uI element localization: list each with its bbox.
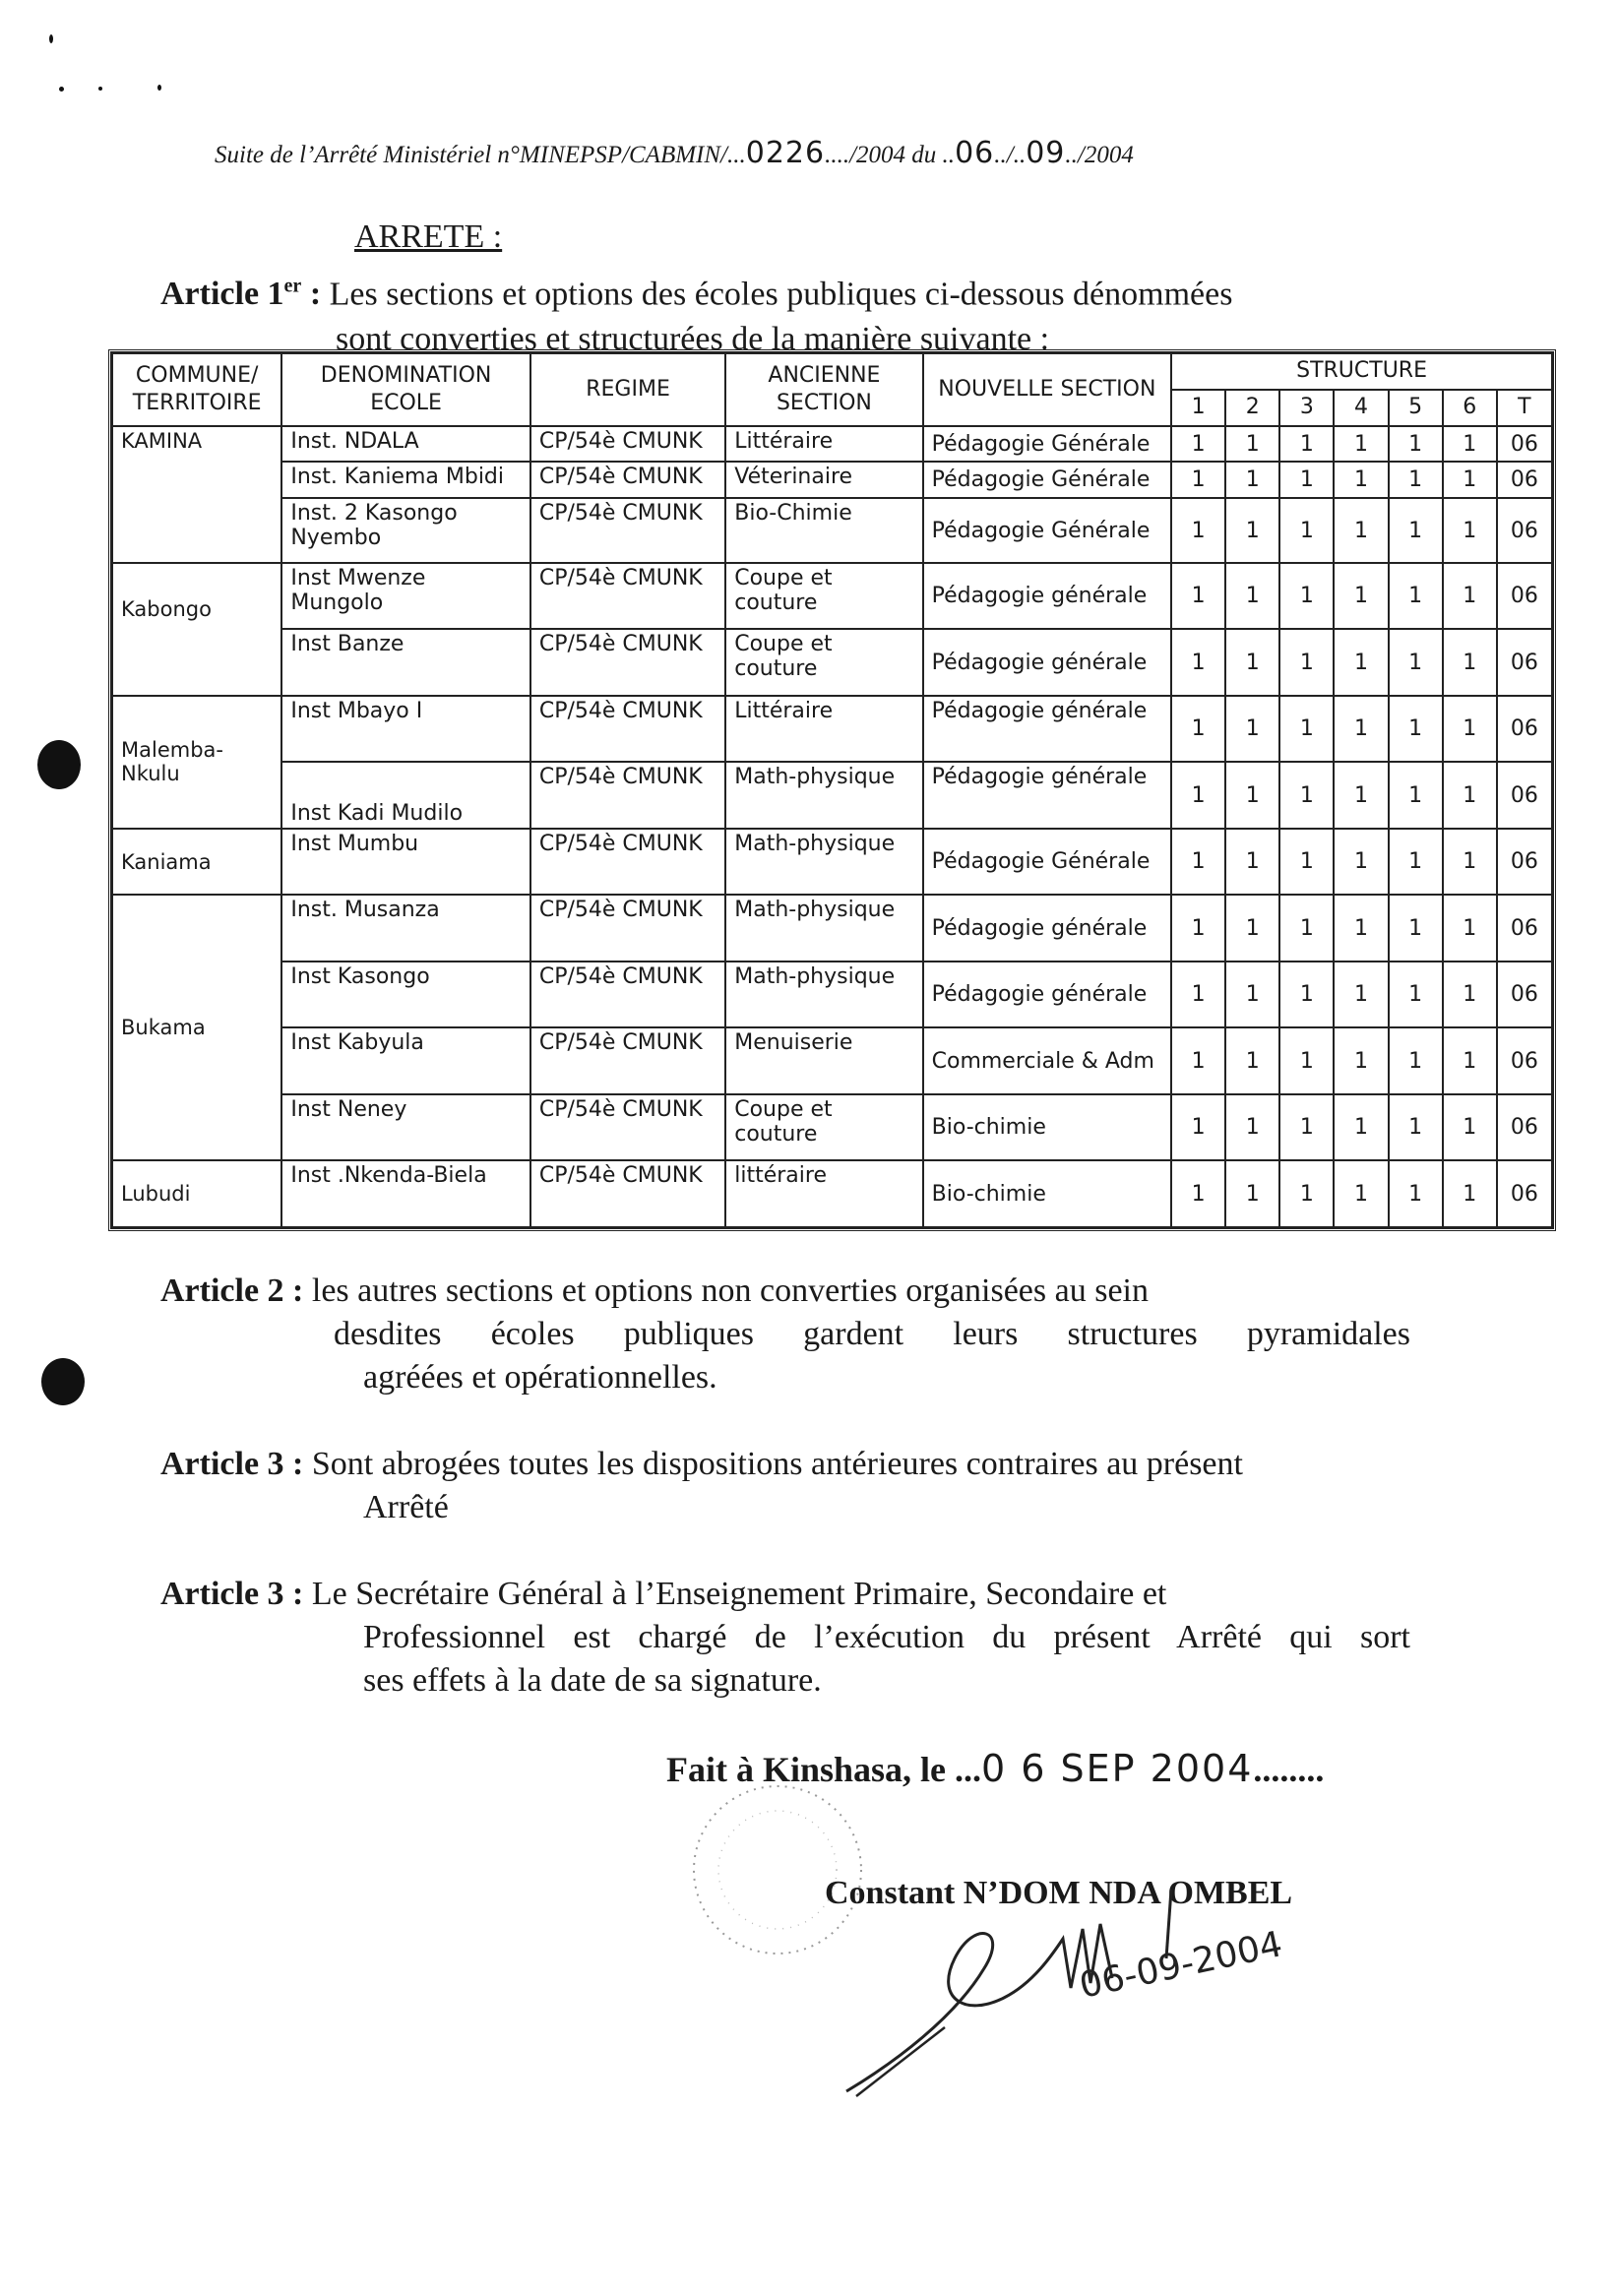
- total-cell: 06: [1497, 426, 1552, 463]
- structure-cell: 1: [1225, 962, 1279, 1028]
- structure-cell: 1: [1443, 563, 1497, 630]
- structure-cell: 1: [1171, 498, 1225, 562]
- punch-hole: [41, 1358, 85, 1405]
- ancienne-cell: Bio-Chimie: [725, 498, 922, 562]
- structure-cell: 1: [1389, 426, 1443, 463]
- structure-cell: 1: [1334, 1094, 1388, 1161]
- fait-suffix: ........: [1253, 1750, 1325, 1789]
- total-cell: 06: [1497, 829, 1552, 896]
- structure-cell: 1: [1171, 563, 1225, 630]
- structure-cell: 1: [1225, 462, 1279, 498]
- structure-cell: 1: [1171, 696, 1225, 763]
- commune-cell: Lubudi: [112, 1160, 281, 1227]
- nouvelle-cell: Pédagogie Générale: [923, 462, 1172, 498]
- article-1-line2: sont converties et structurées de la manière suivante :: [336, 321, 1050, 358]
- scan-speck: [157, 85, 161, 91]
- ancienne-cell: Math-physique: [725, 762, 922, 829]
- table-row: [112, 462, 1552, 498]
- total-cell: 06: [1497, 1027, 1552, 1094]
- structure-cell: 1: [1171, 462, 1225, 498]
- structure-cell: 1: [1389, 563, 1443, 630]
- article-3-abrogation: [160, 1443, 1410, 1529]
- structure-cell: 1: [1171, 1094, 1225, 1161]
- structure-cell: 1: [1225, 762, 1279, 829]
- structure-cell: 1: [1443, 895, 1497, 962]
- structure-cell: 1: [1225, 629, 1279, 696]
- nouvelle-cell: Pédagogie générale: [923, 563, 1172, 630]
- header-month: 09: [1026, 136, 1066, 170]
- regime-cell: CP/54è CMUNK: [530, 962, 725, 1028]
- structure-cell: 1: [1225, 1094, 1279, 1161]
- article-2: [160, 1270, 1410, 1399]
- article-2-line2: desdites écoles publiques gardent leurs structures pyramidales: [334, 1316, 1410, 1352]
- structure-cell: 1: [1225, 895, 1279, 962]
- article-3b-line3: ses effets à la date de sa signature.: [363, 1662, 822, 1699]
- regime-cell: CP/54è CMUNK: [530, 563, 725, 630]
- table-row: [112, 426, 1552, 463]
- regime-cell: CP/54è CMUNK: [530, 1160, 725, 1227]
- structure-cell: 1: [1443, 1094, 1497, 1161]
- ecole-cell: Inst Mumbu: [281, 829, 530, 896]
- table-row: [112, 829, 1552, 896]
- col-header-nouvelle: NOUVELLE SECTION: [923, 353, 1172, 426]
- handwritten-signature: [837, 1850, 1309, 2145]
- col-header-s2: 2: [1225, 390, 1279, 426]
- article-3b-label: Article 3 :: [160, 1576, 304, 1612]
- ecole-cell: Inst. Musanza: [281, 895, 530, 962]
- article-3-execution: [160, 1573, 1410, 1703]
- header-arrete-number: 0226: [745, 136, 826, 170]
- structure-cell: 1: [1279, 1027, 1334, 1094]
- structure-cell: 1: [1171, 962, 1225, 1028]
- structure-cell: 1: [1279, 962, 1334, 1028]
- header-day: 06: [955, 136, 995, 170]
- structure-cell: 1: [1279, 629, 1334, 696]
- structure-cell: 1: [1279, 563, 1334, 630]
- structure-cell: 1: [1334, 696, 1388, 763]
- structure-cell: 1: [1334, 1027, 1388, 1094]
- fait-prefix: Fait à Kinshasa, le ...: [666, 1750, 982, 1789]
- structure-cell: 1: [1389, 762, 1443, 829]
- structure-cell: 1: [1443, 962, 1497, 1028]
- ancienne-cell: Math-physique: [725, 895, 922, 962]
- table-row: [112, 1160, 1552, 1227]
- structure-cell: 1: [1171, 762, 1225, 829]
- header-sep: ../..: [994, 142, 1027, 168]
- article-1-line1: Les sections et options des écoles publiques ci-dessous dénommées: [329, 276, 1233, 313]
- signatory-name: Constant N’DOM NDA OMBEL: [825, 1875, 1293, 1911]
- article-2-line1: les autres sections et options non converties organisées au sein: [311, 1272, 1149, 1309]
- table-row: [112, 1027, 1552, 1094]
- structure-grid: [111, 352, 1553, 1228]
- structure-cell: 1: [1389, 629, 1443, 696]
- article-1-label: Article 1er :: [160, 276, 322, 313]
- table-row: [112, 696, 1552, 763]
- regime-cell: CP/54è CMUNK: [530, 762, 725, 829]
- regime-cell: CP/54è CMUNK: [530, 462, 725, 498]
- structure-cell: 1: [1389, 498, 1443, 562]
- total-cell: 06: [1497, 1160, 1552, 1227]
- structure-cell: 1: [1389, 696, 1443, 763]
- regime-cell: CP/54è CMUNK: [530, 696, 725, 763]
- structure-cell: 1: [1279, 829, 1334, 896]
- article-3a-line1: Sont abrogées toutes les dispositions antérieures contraires au présent: [311, 1446, 1243, 1482]
- structure-cell: 1: [1171, 426, 1225, 463]
- total-cell: 06: [1497, 895, 1552, 962]
- article-3a-line2: Arrêté: [363, 1489, 449, 1525]
- total-cell: 06: [1497, 762, 1552, 829]
- article-3b-line1: Le Secrétaire Général à l’Enseignement Primaire, Secondaire et: [311, 1576, 1167, 1612]
- ecole-cell: Inst Mwenze Mungolo: [281, 563, 530, 630]
- structure-cell: 1: [1389, 895, 1443, 962]
- structure-cell: 1: [1171, 829, 1225, 896]
- structure-cell: 1: [1334, 1160, 1388, 1227]
- regime-cell: CP/54è CMUNK: [530, 895, 725, 962]
- structure-cell: 1: [1443, 498, 1497, 562]
- structure-cell: 1: [1225, 426, 1279, 463]
- structure-cell: 1: [1279, 462, 1334, 498]
- structure-cell: 1: [1279, 1094, 1334, 1161]
- structure-cell: 1: [1443, 696, 1497, 763]
- regime-cell: CP/54è CMUNK: [530, 1027, 725, 1094]
- structure-cell: 1: [1389, 1160, 1443, 1227]
- regime-cell: CP/54è CMUNK: [530, 829, 725, 896]
- ancienne-cell: Littéraire: [725, 426, 922, 463]
- col-header-regime: REGIME: [530, 353, 725, 426]
- article-2-line3: agréées et opérationnelles.: [363, 1359, 717, 1396]
- structure-cell: 1: [1443, 1160, 1497, 1227]
- regime-cell: CP/54è CMUNK: [530, 1094, 725, 1161]
- nouvelle-cell: Pédagogie générale: [923, 762, 1172, 829]
- col-header-denomination: DENOMINATION ECOLE: [281, 353, 530, 426]
- arrete-title: ARRETE :: [354, 218, 503, 255]
- structure-cell: 1: [1443, 462, 1497, 498]
- nouvelle-cell: Pédagogie Générale: [923, 498, 1172, 562]
- table-row: [112, 895, 1552, 962]
- structure-cell: 1: [1334, 829, 1388, 896]
- nouvelle-cell: Pédagogie générale: [923, 895, 1172, 962]
- handwritten-date: 06-09-2004: [1076, 1924, 1286, 2007]
- table-row: [112, 563, 1552, 630]
- nouvelle-cell: Pédagogie Générale: [923, 829, 1172, 896]
- regime-cell: CP/54è CMUNK: [530, 629, 725, 696]
- structure-cell: 1: [1389, 1027, 1443, 1094]
- structure-cell: 1: [1279, 1160, 1334, 1227]
- structure-cell: 1: [1279, 696, 1334, 763]
- regime-cell: CP/54è CMUNK: [530, 498, 725, 562]
- scan-speck: [98, 87, 102, 91]
- table-row: [112, 962, 1552, 1028]
- ecole-cell: Inst Mbayo I: [281, 696, 530, 763]
- structure-cell: 1: [1389, 829, 1443, 896]
- ecole-cell: Inst. Kaniema Mbidi: [281, 462, 530, 498]
- structure-cell: 1: [1279, 895, 1334, 962]
- structure-cell: 1: [1334, 462, 1388, 498]
- structure-cell: 1: [1443, 629, 1497, 696]
- table-row: [112, 629, 1552, 696]
- structure-cell: 1: [1225, 1027, 1279, 1094]
- structure-cell: 1: [1334, 962, 1388, 1028]
- col-header-s4: 4: [1334, 390, 1388, 426]
- structure-cell: 1: [1334, 895, 1388, 962]
- col-header-s6: 6: [1443, 390, 1497, 426]
- structure-cell: 1: [1225, 696, 1279, 763]
- regime-cell: CP/54è CMUNK: [530, 426, 725, 463]
- structure-cell: 1: [1443, 762, 1497, 829]
- ancienne-cell: Coupe et couture: [725, 1094, 922, 1161]
- nouvelle-cell: Pédagogie générale: [923, 962, 1172, 1028]
- ancienne-cell: Littéraire: [725, 696, 922, 763]
- nouvelle-cell: Pédagogie générale: [923, 696, 1172, 763]
- structure-cell: 1: [1171, 629, 1225, 696]
- ecole-cell: Inst. NDALA: [281, 426, 530, 463]
- structure-cell: 1: [1443, 829, 1497, 896]
- col-header-s5: 5: [1389, 390, 1443, 426]
- structure-cell: 1: [1171, 1027, 1225, 1094]
- commune-cell: Kabongo: [112, 563, 281, 696]
- structure-cell: 1: [1389, 1094, 1443, 1161]
- total-cell: 06: [1497, 962, 1552, 1028]
- structure-cell: 1: [1279, 498, 1334, 562]
- document-header: [215, 136, 1396, 170]
- nouvelle-cell: Bio-chimie: [923, 1160, 1172, 1227]
- ancienne-cell: Menuiserie: [725, 1027, 922, 1094]
- total-cell: 06: [1497, 629, 1552, 696]
- structure-cell: 1: [1334, 629, 1388, 696]
- ancienne-cell: Coupe et couture: [725, 563, 922, 630]
- table-row: [112, 1094, 1552, 1161]
- ancienne-cell: littéraire: [725, 1160, 922, 1227]
- ecole-cell: Inst. 2 Kasongo Nyembo: [281, 498, 530, 562]
- nouvelle-cell: Bio-chimie: [923, 1094, 1172, 1161]
- ancienne-cell: Math-physique: [725, 829, 922, 896]
- table-row: [112, 762, 1552, 829]
- col-header-s3: 3: [1279, 390, 1334, 426]
- date-stamp: 0 6 SEP 2004: [981, 1747, 1254, 1790]
- structure-cell: 1: [1171, 1160, 1225, 1227]
- scan-speck: [59, 87, 64, 92]
- total-cell: 06: [1497, 462, 1552, 498]
- structure-cell: 1: [1225, 498, 1279, 562]
- commune-cell: Kaniama: [112, 829, 281, 896]
- nouvelle-cell: Commerciale & Adm: [923, 1027, 1172, 1094]
- col-header-structure: STRUCTURE: [1171, 353, 1552, 390]
- structure-cell: 1: [1443, 1027, 1497, 1094]
- nouvelle-cell: Pédagogie Générale: [923, 426, 1172, 463]
- col-header-commune: COMMUNE/ TERRITOIRE: [112, 353, 281, 426]
- structure-cell: 1: [1225, 1160, 1279, 1227]
- place-date-line: [666, 1747, 1324, 1790]
- col-header-total: T: [1497, 390, 1552, 426]
- structure-cell: 1: [1443, 426, 1497, 463]
- structure-cell: 1: [1279, 762, 1334, 829]
- table-row: [112, 498, 1552, 562]
- ancienne-cell: Math-physique: [725, 962, 922, 1028]
- header-prefix: Suite de l’Arrêté Ministériel n°MINEPSP/CABMIN/...: [215, 142, 746, 168]
- article-1: [160, 264, 1410, 362]
- total-cell: 06: [1497, 1094, 1552, 1161]
- ecole-cell: Inst Banze: [281, 629, 530, 696]
- article-2-label: Article 2 :: [160, 1272, 304, 1309]
- structure-cell: 1: [1225, 829, 1279, 896]
- structure-cell: 1: [1334, 563, 1388, 630]
- ecole-cell: Inst .Nkenda-Biela: [281, 1160, 530, 1227]
- structure-cell: 1: [1171, 895, 1225, 962]
- commune-cell: Bukama: [112, 895, 281, 1160]
- structure-cell: 1: [1334, 426, 1388, 463]
- ecole-cell: Inst Neney: [281, 1094, 530, 1161]
- header-mid: ..../2004 du ..: [825, 142, 956, 168]
- ecole-cell: Inst Kasongo: [281, 962, 530, 1028]
- punch-hole: [37, 740, 81, 789]
- structure-cell: 1: [1279, 426, 1334, 463]
- col-header-ancienne: ANCIENNE SECTION: [725, 353, 922, 426]
- total-cell: 06: [1497, 696, 1552, 763]
- article-3a-label: Article 3 :: [160, 1446, 304, 1482]
- commune-cell: KAMINA: [112, 426, 281, 563]
- commune-cell: Malemba-Nkulu: [112, 696, 281, 829]
- structure-cell: 1: [1225, 563, 1279, 630]
- ecole-cell: Inst Kabyula: [281, 1027, 530, 1094]
- ancienne-cell: Véterinaire: [725, 462, 922, 498]
- article-3b-line2: Professionnel est chargé de l’exécution du présent Arrêté qui sort: [363, 1619, 1410, 1655]
- structure-cell: 1: [1334, 498, 1388, 562]
- nouvelle-cell: Pédagogie générale: [923, 629, 1172, 696]
- ancienne-cell: Coupe et couture: [725, 629, 922, 696]
- structure-cell: 1: [1334, 762, 1388, 829]
- total-cell: 06: [1497, 498, 1552, 562]
- scan-speck: [49, 34, 53, 43]
- ecole-cell: Inst Kadi Mudilo: [281, 762, 530, 829]
- structure-table: [108, 349, 1556, 1231]
- structure-cell: 1: [1389, 962, 1443, 1028]
- total-cell: 06: [1497, 563, 1552, 630]
- header-suffix: ../2004: [1065, 142, 1134, 168]
- structure-cell: 1: [1389, 462, 1443, 498]
- col-header-s1: 1: [1171, 390, 1225, 426]
